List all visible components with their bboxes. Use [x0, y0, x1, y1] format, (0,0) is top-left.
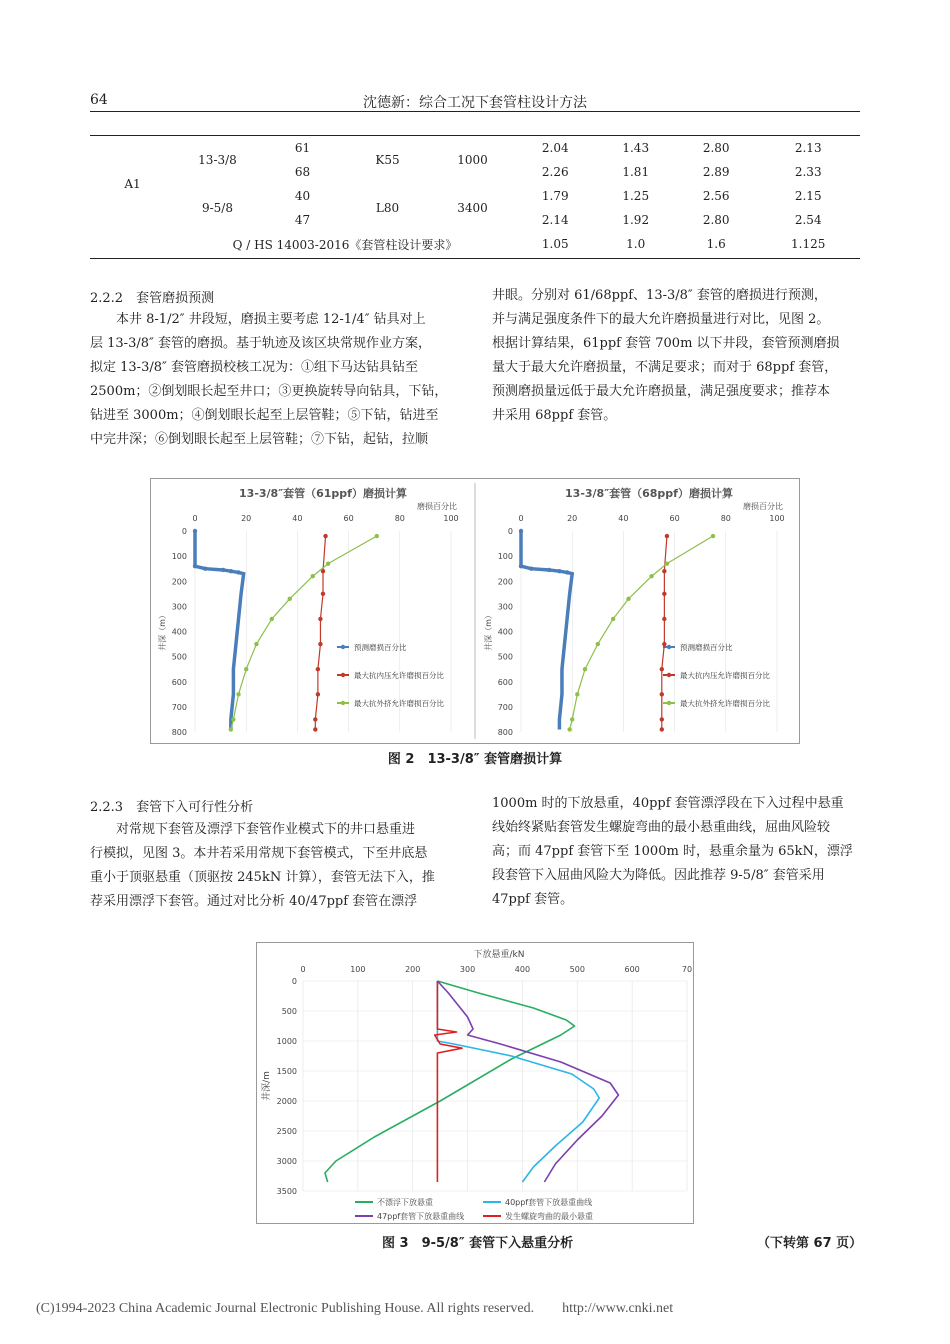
x-tick-label: 0: [192, 514, 198, 523]
data-point: [254, 642, 258, 646]
y-tick-label: 300: [497, 602, 513, 612]
text-line: 根据计算结果，61ppf 套管 700m 以下井段，套管预测磨损: [492, 336, 840, 351]
y-tick-label: 100: [497, 552, 513, 562]
data-point: [323, 534, 327, 538]
data-point: [311, 574, 315, 578]
data-point: [203, 566, 207, 570]
value-cell: 2.54: [794, 213, 822, 227]
x-tick-label: 40: [618, 514, 629, 523]
legend-marker: [341, 645, 345, 649]
x-axis-label: 磨损百分比: [417, 502, 457, 511]
figure-2-frame: [150, 478, 800, 744]
value-cell: 1.05: [541, 237, 569, 251]
x-tick-label: 500: [569, 965, 585, 974]
size-cell: 9-5/8: [201, 201, 233, 215]
data-point: [660, 667, 664, 671]
text-line: 中完井深；⑥倒划眼长起至上层管鞋；⑦下钻，起钻，拉顺: [90, 432, 429, 447]
text-line: 行模拟，见图 3。本井若采用常规下套管模式，下至井底悬: [90, 846, 428, 861]
y-tick-label: 400: [171, 627, 187, 637]
x-tick-label: 100: [443, 514, 459, 523]
legend-label: 发生螺旋弯曲的最小悬重: [505, 1212, 593, 1221]
legend-label: 最大抗外挤允许磨损百分比: [354, 699, 444, 708]
x-axis-label: 磨损百分比: [743, 502, 783, 511]
text-line: 层 13-3/8″ 套管的磨损。基于轨迹及该区块常规作业方案，: [90, 336, 431, 351]
text-line: 井采用 68ppf 套管。: [492, 408, 617, 423]
figure-3-frame: [256, 942, 694, 1224]
y-tick-label: 200: [171, 577, 187, 587]
series-line: [195, 531, 244, 729]
y-axis-label: 井深/m: [262, 1071, 272, 1101]
data-point: [236, 570, 240, 574]
value-cell: 1.81: [622, 165, 650, 179]
text-line: 井眼。分别对 61/68ppf、13-3/8″ 套管的磨损进行预测，: [492, 288, 827, 303]
y-tick-label: 300: [171, 602, 187, 612]
running-title: 沈德新：综合工况下套管柱设计方法: [363, 95, 587, 111]
figure-3-chart: [257, 943, 693, 1223]
legend-label: 预测磨损百分比: [354, 643, 407, 652]
x-tick-label: 100: [350, 965, 366, 974]
data-point: [316, 667, 320, 671]
table-row: [90, 232, 860, 256]
text-line: 重小于顶驱悬重（顶驱按 245kN 计算），套管无法下入，推: [90, 870, 435, 885]
legend-marker: [341, 701, 345, 705]
legend-marker: [341, 673, 345, 677]
data-point: [313, 727, 317, 731]
data-point: [313, 717, 317, 721]
legend-label: 预测磨损百分比: [680, 643, 733, 652]
section-heading-222: 2.2.2 套管磨损预测: [90, 291, 215, 306]
paragraph-222-right: [492, 284, 862, 428]
data-point: [565, 570, 569, 574]
y-axis-label: 井深（m）: [484, 611, 493, 651]
legend-label: 47ppf套管下放悬重曲线: [377, 1212, 465, 1221]
x-tick-label: 80: [394, 514, 405, 523]
data-point: [660, 727, 664, 731]
data-point: [611, 617, 615, 621]
data-point: [318, 617, 322, 621]
y-tick-label: 100: [171, 552, 187, 562]
table-row: [90, 136, 860, 160]
data-point: [662, 642, 666, 646]
x-tick-label: 40: [292, 514, 303, 523]
value-cell: 1.43: [622, 141, 650, 155]
wear-chart-1: [483, 486, 785, 737]
data-point: [221, 568, 225, 572]
data-point: [711, 534, 715, 538]
text-line: 并与满足强度条件下的最大允许磨损量进行对比，见图 2。: [492, 312, 830, 327]
data-point: [529, 566, 533, 570]
copyright-footer: (C)1994-2023 China Academic Journal Electronic Publishing House. All rights reserved. http://www.cnki.net: [36, 1301, 674, 1316]
text-line: 量大于最大允许磨损量，不满足要求；而对于 68ppf 套管，: [492, 360, 838, 375]
paragraph-223-left: [90, 818, 460, 914]
value-cell: 1.6: [706, 237, 726, 251]
y-tick-label: 3500: [276, 1187, 297, 1196]
weight-cell: 68: [294, 165, 311, 179]
legend-label: 40ppf套管下放悬重曲线: [505, 1198, 593, 1207]
value-cell: 2.33: [794, 165, 822, 179]
value-cell: 1.0: [626, 237, 646, 251]
y-tick-label: 500: [171, 652, 187, 662]
y-tick-label: 1000: [276, 1037, 297, 1046]
text-line: 47ppf 套管。: [492, 892, 574, 907]
legend-marker: [667, 673, 671, 677]
data-point: [547, 568, 551, 572]
legend-label: 最大抗内压允许磨损百分比: [680, 671, 770, 680]
legend-label: 最大抗外挤允许磨损百分比: [680, 699, 770, 708]
value-cell: 1.25: [622, 189, 650, 203]
data-point: [662, 592, 666, 596]
data-point: [665, 561, 669, 565]
data-point: [326, 561, 330, 565]
data-point: [662, 569, 666, 573]
paragraph-223-right: [492, 792, 862, 912]
x-tick-label: 80: [720, 514, 731, 523]
data-point: [649, 574, 653, 578]
data-point: [229, 727, 233, 731]
grade-cell: K55: [375, 153, 400, 167]
legend-marker: [667, 645, 671, 649]
text-line: 线始终紧贴套管发生螺旋弯曲的最小悬重曲线，屈曲风险较: [492, 820, 831, 835]
x-axis-label: 下放悬重/kN: [473, 950, 525, 960]
text-line: 1000m 时的下放悬重，40ppf 套管漂浮段在下入过程中悬重: [492, 796, 844, 811]
figure-3-caption: 图 3 9-5/8″ 套管下入悬重分析: [382, 1236, 574, 1251]
data-point: [567, 727, 571, 731]
legend-label: 不漂浮下放悬重: [377, 1198, 433, 1207]
value-cell: 2.56: [702, 189, 730, 203]
x-tick-label: 200: [405, 965, 421, 974]
value-cell: 2.80: [702, 213, 730, 227]
x-tick-label: 0: [518, 514, 524, 523]
value-cell: 2.80: [702, 141, 730, 155]
weight-cell: 47: [294, 213, 311, 227]
legend-label: 最大抗内压允许磨损百分比: [354, 671, 444, 680]
y-tick-label: 400: [497, 627, 513, 637]
page-number: 64: [90, 92, 108, 108]
y-tick-label: 0: [291, 977, 297, 986]
x-tick-label: 100: [769, 514, 785, 523]
y-tick-label: 0: [507, 527, 513, 536]
data-point: [316, 692, 320, 696]
value-cell: 2.13: [794, 141, 822, 155]
data-point: [236, 692, 240, 696]
value-cell: 2.26: [541, 165, 569, 179]
y-tick-label: 500: [497, 652, 513, 662]
data-point: [575, 692, 579, 696]
data-point: [318, 642, 322, 646]
value-cell: 1.125: [791, 237, 826, 251]
data-point: [583, 667, 587, 671]
y-tick-label: 600: [171, 677, 187, 687]
weight-cell: 40: [294, 189, 311, 203]
data-point: [193, 564, 197, 568]
text-line: 2500m；②倒划眼长起至井口；③更换旋转导向钻具，下钻，: [90, 384, 448, 399]
y-tick-label: 3000: [276, 1157, 297, 1166]
y-tick-label: 800: [171, 728, 187, 737]
value-cell: 2.04: [541, 141, 569, 155]
y-tick-label: 800: [497, 728, 513, 737]
data-point: [231, 717, 235, 721]
text-line: 荐采用漂浮下套管。通过对比分析 40/47ppf 套管在漂浮: [90, 894, 418, 909]
y-tick-label: 0: [181, 527, 187, 536]
table-row: [90, 184, 860, 208]
results-table: [90, 136, 860, 256]
data-point: [557, 569, 561, 573]
value-cell: 2.14: [541, 213, 569, 227]
x-tick-label: 600: [624, 965, 640, 974]
x-tick-label: 300: [459, 965, 476, 974]
value-cell: 1.79: [541, 189, 569, 203]
y-tick-label: 700: [171, 702, 187, 712]
data-point: [519, 564, 523, 568]
series-line: [315, 536, 325, 729]
text-line: 钻进至 3000m；④倒划眼长起至上层管鞋；⑤下钻，钻进至: [90, 408, 439, 423]
chart-title: 13-3/8″套管（61ppf）磨损计算: [239, 487, 407, 500]
continued-note: （下转第 67 页）: [757, 1236, 863, 1251]
header-rule: [90, 111, 860, 112]
value-cell: 1.92: [622, 213, 650, 227]
data-point: [229, 569, 233, 573]
size-cell: 13-3/8: [198, 153, 237, 167]
well-cell: A1: [124, 177, 141, 191]
y-tick-label: 1500: [276, 1067, 297, 1076]
data-point: [662, 617, 666, 621]
data-point: [519, 529, 523, 533]
x-tick-label: 60: [343, 514, 354, 523]
figure-2-charts: [151, 479, 799, 743]
data-point: [193, 529, 197, 533]
chart-title: 13-3/8″套管（68ppf）磨损计算: [565, 487, 733, 500]
table-bottom-rule: [90, 258, 860, 259]
y-tick-label: 600: [497, 677, 513, 687]
x-tick-label: 60: [669, 514, 680, 523]
data-point: [660, 717, 664, 721]
x-tick-label: 20: [567, 514, 578, 523]
text-line: 高；而 47ppf 套管下至 1000m 时，悬重余量为 65kN，漂浮: [492, 844, 853, 859]
paragraph-222-left: [90, 308, 460, 452]
text-line: 对常规下套管及漂浮下套管作业模式下的井口悬重进: [116, 822, 416, 837]
y-tick-label: 200: [497, 577, 513, 587]
data-point: [626, 597, 630, 601]
x-tick-label: 70: [681, 965, 693, 974]
depth-cell: 3400: [457, 201, 488, 215]
standard-label: Q / HS 14003-2016《套管柱设计要求》: [232, 237, 458, 252]
text-line: 本井 8-1/2″ 井段短，磨损主要考虑 12-1/4″ 钻具对上: [116, 312, 426, 327]
data-point: [665, 534, 669, 538]
text-line: 预测磨损量远低于最大允许磨损量，满足强度要求；推荐本: [492, 384, 831, 399]
text-line: 段套管下入屈曲风险大为降低。因此推荐 9-5/8″ 套管采用: [492, 868, 825, 883]
depth-cell: 1000: [457, 153, 488, 167]
legend-marker: [667, 701, 671, 705]
data-point: [244, 667, 248, 671]
x-tick-label: 20: [241, 514, 252, 523]
data-point: [660, 692, 664, 696]
series-line: [521, 531, 572, 729]
y-axis-label: 井深（m）: [158, 611, 167, 651]
x-tick-label: 400: [514, 965, 531, 974]
value-cell: 2.15: [794, 189, 822, 203]
data-point: [270, 617, 274, 621]
text-line: 拟定 13-3/8″ 套管磨损校核工况为：①组下马达钻具钻至: [90, 360, 418, 375]
wear-chart-0: [157, 486, 459, 737]
y-tick-label: 2000: [276, 1097, 297, 1106]
data-point: [321, 592, 325, 596]
value-cell: 2.89: [702, 165, 730, 179]
grade-cell: L80: [375, 201, 400, 215]
x-tick-label: 0: [300, 965, 306, 974]
y-tick-label: 2500: [276, 1127, 297, 1136]
section-heading-223: 2.2.3 套管下入可行性分析: [90, 800, 254, 815]
data-point: [288, 597, 292, 601]
data-point: [596, 642, 600, 646]
y-tick-label: 500: [281, 1007, 297, 1016]
figure-2-caption: 图 2 13-3/8″ 套管磨损计算: [387, 752, 563, 767]
weight-cell: 61: [294, 141, 311, 155]
data-point: [570, 717, 574, 721]
data-point: [375, 534, 379, 538]
y-tick-label: 700: [497, 702, 513, 712]
